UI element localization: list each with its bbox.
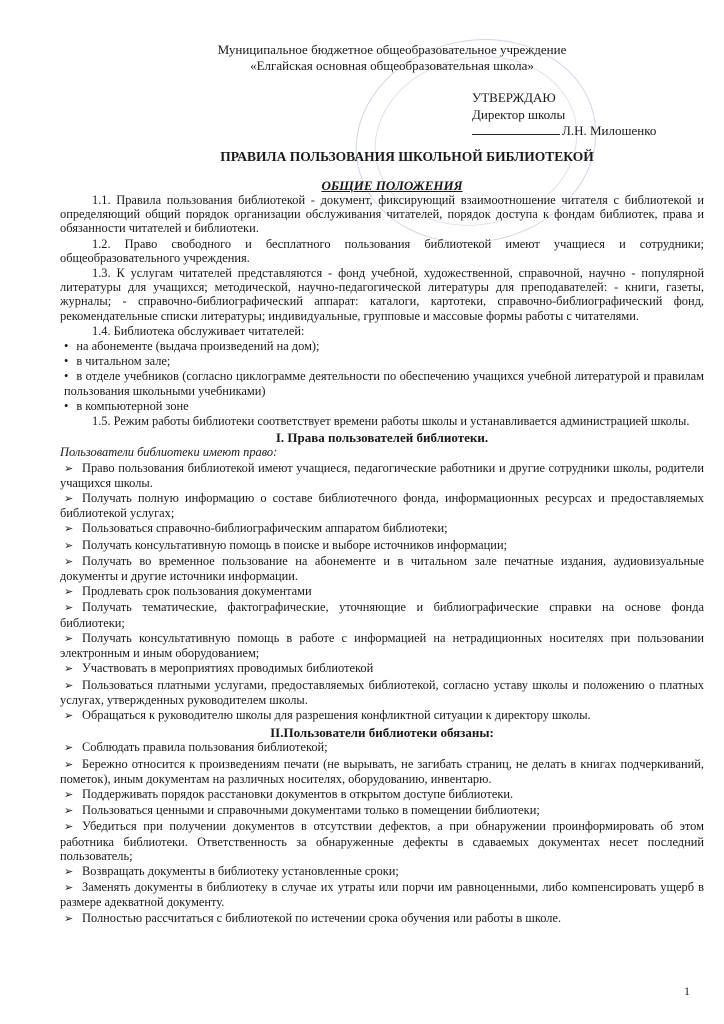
rights-item: ➢ Получать консультативную помощь в работе с информацией на нетрадиционных носителях при пользовании электронным и иным оборудованием; <box>60 631 704 660</box>
duties-item: ➢ Возвращать документы в библиотеку установленные сроки; <box>60 864 704 879</box>
paragraph-1-3: 1.3. К услугам читателей представляются - фонд учебной, художественной, справочной, научно - популярной литературы для учащихся; методической, научно-педагогической литературы для преподавателей: - книги, газеты, журналы; - справочно-библиографический аппарат: каталоги, картотеки, справочно-библиографический фонд, рекомендательные списки литературы; индивидуальные, групповые и массовые формы работы с читателями. <box>60 266 704 323</box>
list-item: • на абонементе (выдача произведений на дом); <box>60 339 704 353</box>
rights-item: ➢ Получать тематические, фактографические, уточняющие и библиографические справки на основе фонда библиотеки; <box>60 600 704 629</box>
institution-line-1: Муниципальное бюджетное общеобразовательное учреждение <box>217 42 567 57</box>
institution-line-2: «Елгайская основная общеобразовательная школа» <box>250 58 534 73</box>
rights-item: ➢ Получать полную информацию о составе библиотечного фонда, информационных ресурсах и предоставляемых библиотекой услугах; <box>60 491 704 520</box>
rights-item: ➢ Пользоваться справочно-библиографическим аппаратом библиотеки; <box>60 521 704 536</box>
duties-item: ➢ Пользоваться ценными и справочными документами только в помещении библиотеки; <box>60 803 704 818</box>
approval-heading: УТВЕРЖДАЮ <box>472 90 556 105</box>
paragraph-1-1: 1.1. Правила пользования библиотекой - документ, фиксирующий взаимоотношение читателя с библиотекой и определяющий общий порядок организации обслуживания читателей, порядок доступа к фондам библиотек, права и обязанности читателей и библиотеки. <box>60 193 704 236</box>
institution-header <box>0 42 724 74</box>
rights-item: ➢ Пользоваться платными услугами, предоставляемых библиотекой, согласно уставу школы и положению о платных услугах, утвержденных руководителем школы. <box>60 678 704 707</box>
duties-item: ➢ Полностью рассчитаться с библиотекой по истечении срока обучения или работы в школе. <box>60 911 704 926</box>
section-rights-lead: Пользователи библиотеки имеют право: <box>60 445 278 460</box>
approval-name: Л.Н. Милошенко <box>562 123 657 138</box>
approval-signature-line <box>472 123 656 140</box>
duties-item: ➢ Соблюдать правила пользования библиотекой; <box>60 740 704 755</box>
signature-underline <box>472 134 560 135</box>
rights-item: ➢ Продлевать срок пользования документами <box>60 584 704 599</box>
rights-item: ➢ Право пользования библиотекой имеют учащиеся, педагогические работники и другие сотрудники школы, родители учащихся школы. <box>60 461 704 490</box>
list-item: • в компьютерной зоне <box>60 399 704 413</box>
duties-item: ➢ Убедиться при получении документов в отсутствии дефектов, а при обнаружении проинформировать об этом работника библиотеки. Ответственность за обнаруженные дефекты в сдаваемых документах несет последний пользователь; <box>60 819 704 863</box>
rights-item: ➢ Обращаться к руководителю школы для разрешения конфликтной ситуации к директору школы. <box>60 708 704 723</box>
document-title: ПРАВИЛА ПОЛЬЗОВАНИЯ ШКОЛЬНОЙ БИБЛИОТЕКОЙ <box>220 149 594 164</box>
list-item: • в читальном зале; <box>60 354 704 368</box>
rights-item: ➢ Участвовать в мероприятиях проводимых библиотекой <box>60 661 704 676</box>
paragraph-1-5: 1.5. Режим работы библиотеки соответствует времени работы школы и устанавливается администрацией школы. <box>92 414 690 429</box>
approval-block <box>472 90 656 140</box>
section-rights-title: I. Права пользователей библиотеки. <box>275 430 489 446</box>
section-general-title: ОБЩИЕ ПОЛОЖЕНИЯ <box>321 178 463 193</box>
approval-position: Директор школы <box>472 106 566 122</box>
section-duties-title: II.Пользователи библиотеки обязаны: <box>270 725 494 741</box>
paragraph-1-2: 1.2. Право свободного и бесплатного пользования библиотекой имеют учащиеся и сотрудники; общеобразовательного учреждения. <box>60 236 704 265</box>
page-number: 1 <box>684 984 690 998</box>
duties-item: ➢ Заменять документы в библиотеку в случае их утраты или порчи им равноценными, либо компенсировать ущерб в размере адекватной документу. <box>60 880 704 909</box>
rights-item: ➢ Получать консультативную помощь в поиске и выборе источников информации; <box>60 538 704 553</box>
duties-item: ➢ Бережно относится к произведениям печати (не вырывать, не загибать страниц, не делать в книгах подчеркиваний, пометок), иным документам на различных носителях, оборудованию, инвентарю. <box>60 757 704 786</box>
paragraph-1-4: 1.4. Библиотека обслуживает читателей: <box>92 323 305 338</box>
rights-item: ➢ Получать во временное пользование на абонементе и в читальном зале печатные издания, аудиовизуальные документы и другие источники информации. <box>60 554 704 583</box>
document-body <box>60 193 704 927</box>
list-item: • в отделе учебников (согласно циклограмме деятельности по обеспечению учащихся учебной литературой и правилам пользования школьными учебниками) <box>60 369 704 397</box>
duties-item: ➢ Поддерживать порядок расстановки документов в открытом доступе библиотеки. <box>60 787 704 802</box>
